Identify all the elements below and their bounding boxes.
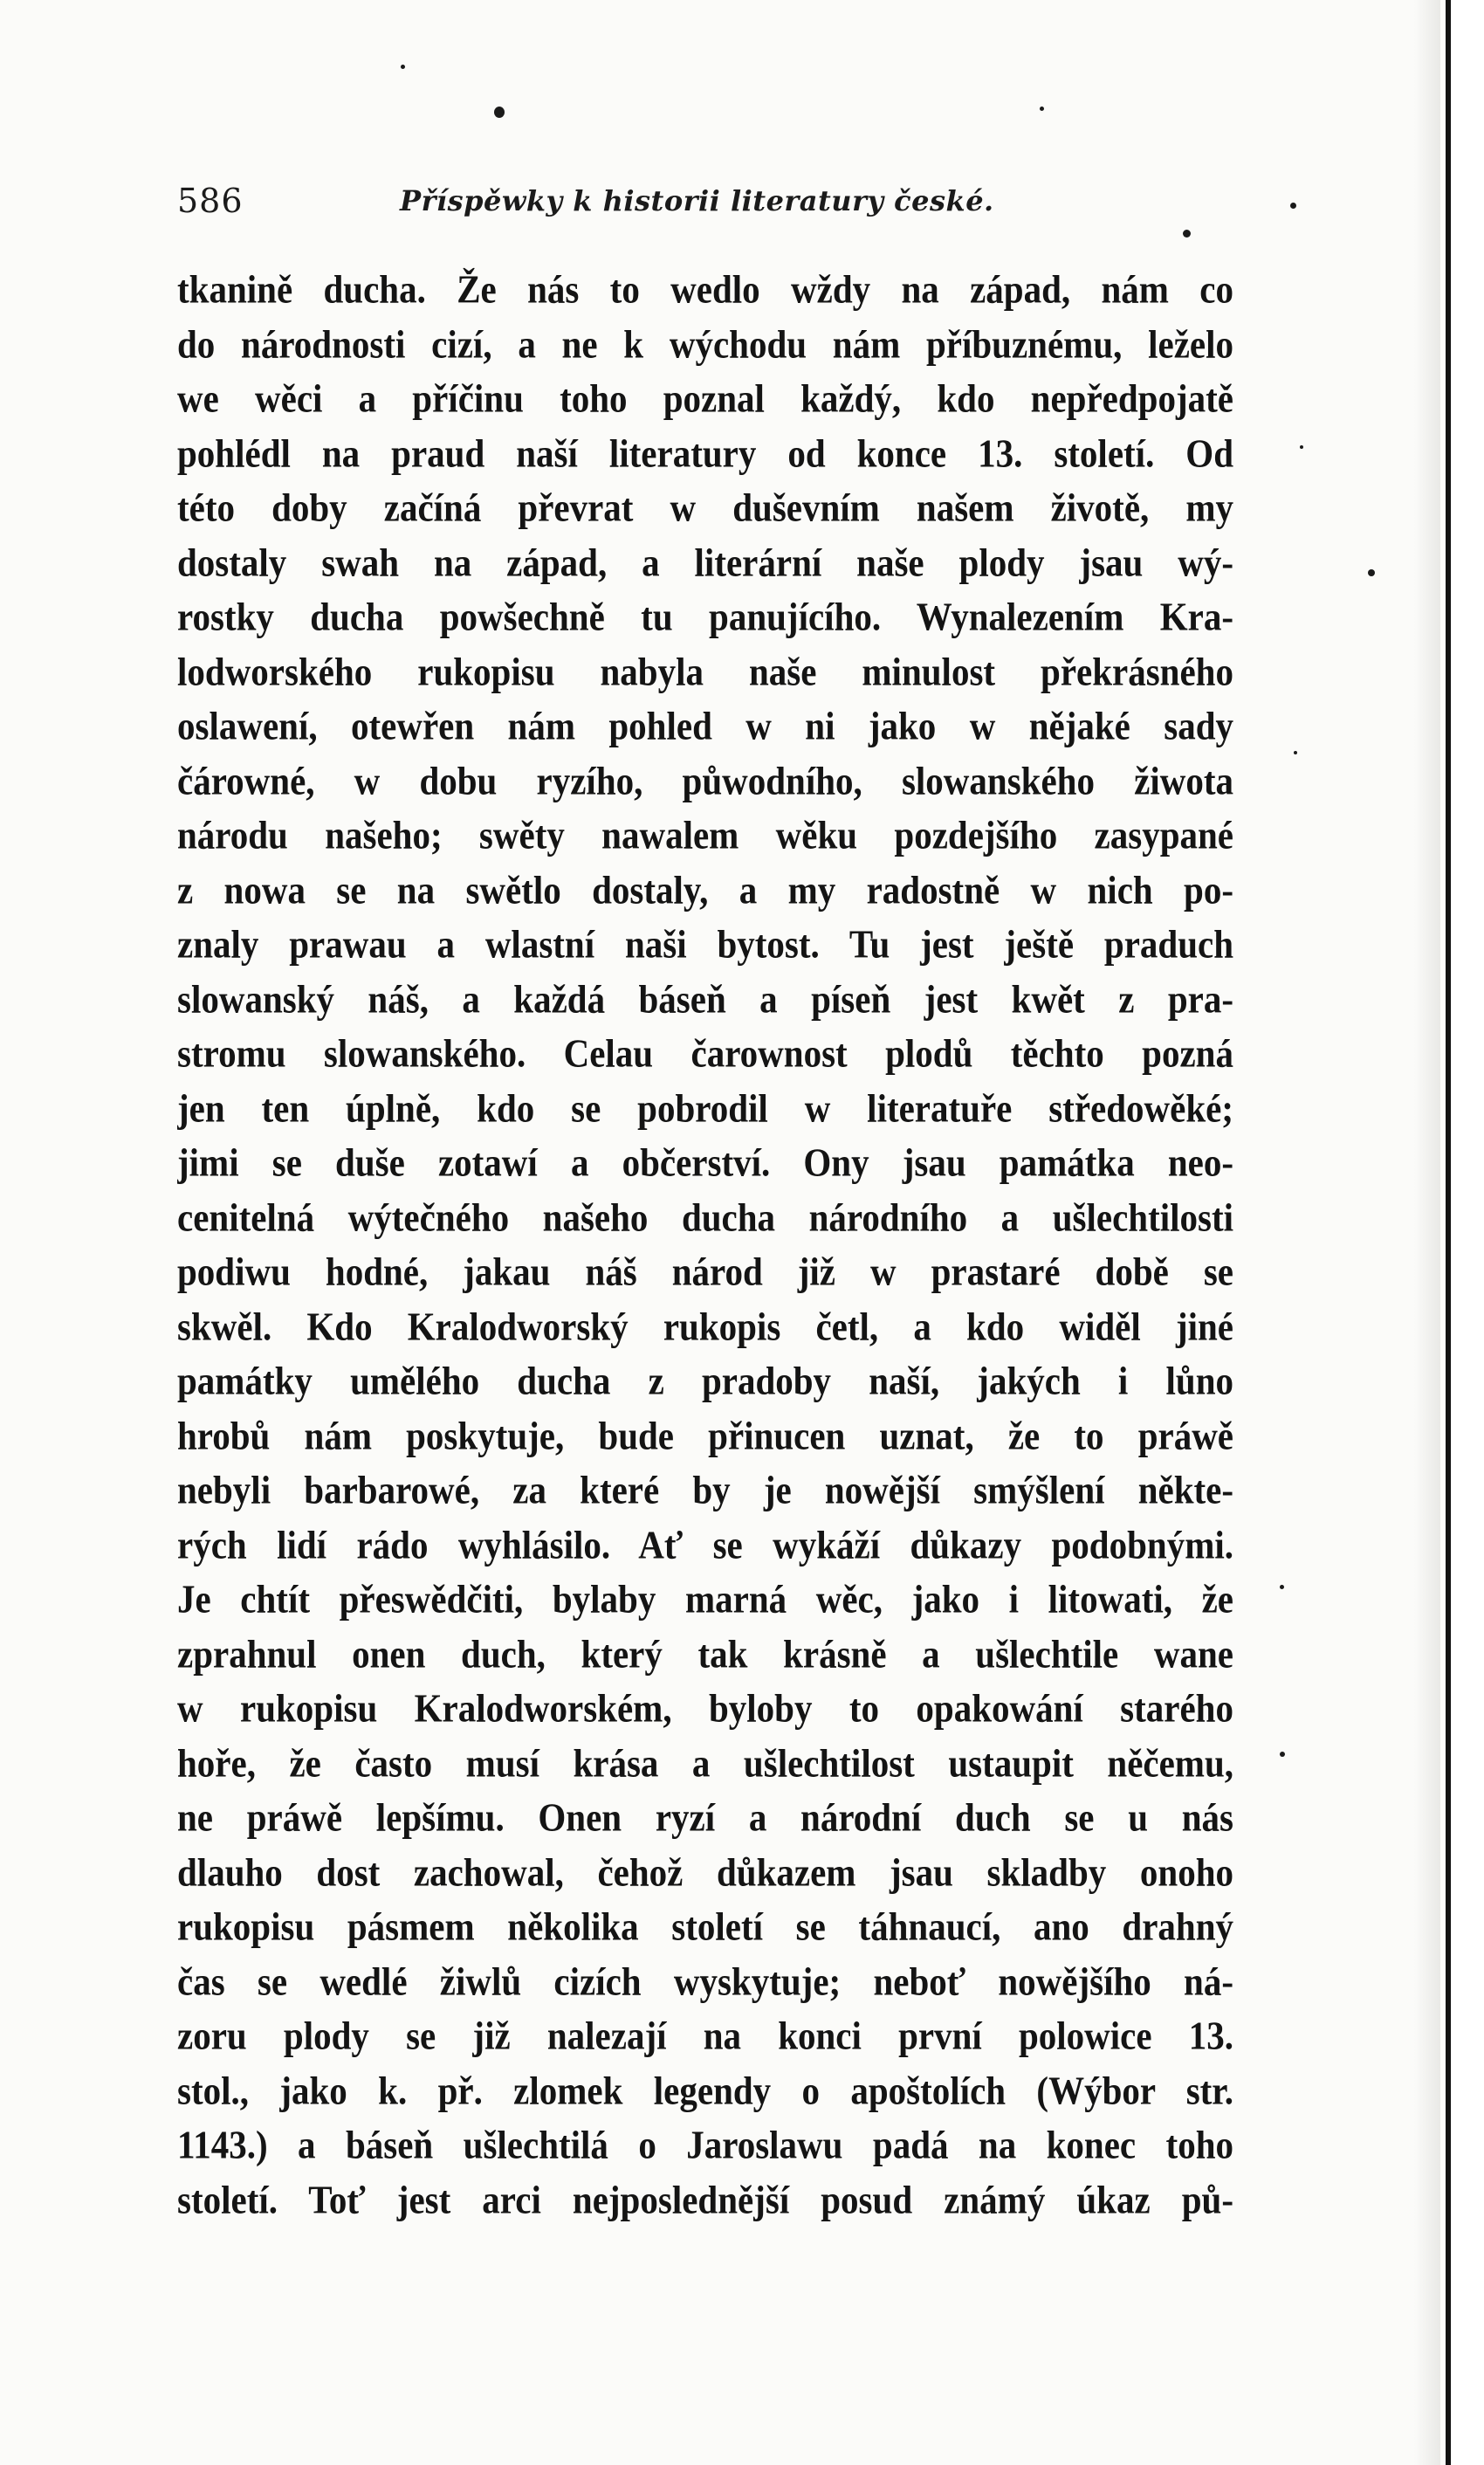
- text-line: hoře, že často musí krása a ušlechtilost ustaupit něčemu,: [177, 1740, 1233, 1785]
- text-line: rukopisu pásmem několika století se táhnaucí, ano drahný: [177, 1904, 1233, 1949]
- text-line: národu našeho; swěty nawalem wěku pozdejšího zasypané: [177, 812, 1233, 857]
- text-line: dlauho dost zachowal, čehož důkazem jsau skladby onoho: [177, 1849, 1233, 1894]
- text-line: nebyli barbarowé, za které by je nowější smýšlení někte-: [177, 1467, 1233, 1512]
- text-line: ne práwě lepšímu. Onen ryzí a národní duch se u nás: [177, 1794, 1233, 1840]
- text-line: we wěci a příčinu toho poznal každý, kdo nepředpojatě: [177, 375, 1233, 421]
- text-line: pohlédl na praud naší literatury od konce 13. století. Od: [177, 430, 1233, 475]
- text-line: tkanině ducha. Že nás to wedlo wždy na západ, nám co: [177, 266, 1233, 312]
- text-line: zprahnul onen duch, který tak krásně a ušlechtile wane: [177, 1631, 1233, 1676]
- text-line: znaly prawau a wlastní naši bytost. Tu jest ještě praduch: [177, 921, 1233, 967]
- text-line: dostaly swah na západ, a literární naše plody jsau wý-: [177, 540, 1233, 584]
- text-line: jimi se duše zotawí a občerství. Ony jsau památka neo-: [177, 1140, 1233, 1185]
- text-line: čárowné, w dobu ryzího, půwodního, slowanského žiwota: [177, 758, 1233, 802]
- text-line: cenitelná wýtečného našeho ducha národního a ušlechtilosti: [177, 1195, 1233, 1239]
- text-line: skwěl. Kdo Kralodworský rukopis četl, a kdo widěl jiné: [177, 1304, 1233, 1348]
- text-line: rých lidí rádo wyhlásilo. Ať se wykáží důkazy podobnými.: [177, 1522, 1233, 1566]
- text-line: 1143.) a báseň ušlechtilá o Jaroslawu padá na konec toho: [177, 2122, 1233, 2167]
- text-line: stromu slowanského. Celau čarownost plodů těchto pozná: [177, 1030, 1233, 1076]
- text-line: této doby začíná převrat w duševním našem životě, my: [177, 485, 1233, 530]
- text-line: do národnosti cizí, a ne k wýchodu nám příbuznému, leželo: [177, 321, 1233, 366]
- text-line: století. Toť jest arci nejposlednější posud známý úkaz pů-: [177, 2177, 1233, 2221]
- page-edge-shadow: [1414, 0, 1440, 2465]
- text-line: hrobů nám poskytuje, bude přinucen uznat, že to práwě: [177, 1413, 1233, 1457]
- text-line: rostky ducha powšechně tu panujícího. Wynalezením Kra-: [177, 594, 1233, 639]
- text-line: stol., jako k. př. zlomek legendy o apoštolích (Wýbor str.: [177, 2068, 1233, 2112]
- text-line: zoru plody se již nalezají na konci první polowice 13.: [177, 2013, 1233, 2058]
- body-text: [177, 262, 1233, 2227]
- running-header: [177, 173, 1233, 234]
- text-line: podiwu hodné, jakau náš národ již w prastaré době se: [177, 1249, 1233, 1294]
- running-title: Příspěwky k historii literatury české.: [400, 184, 994, 217]
- text-line: památky umělého ducha z pradoby naší, jakých i lůno: [177, 1358, 1233, 1403]
- text-line: lodworského rukopisu nabyla naše minulost překrásného: [177, 649, 1233, 693]
- text-line: slowanský náš, a každá báseň a píseň jest kwět z pra-: [177, 976, 1233, 1021]
- page-number: 586: [177, 182, 244, 220]
- text-line: z nowa se na swětlo dostaly, a my radostně w nich po-: [177, 867, 1233, 912]
- text-line: Je chtít přeswědčiti, bylaby marná wěc, jako i litowati, že: [177, 1576, 1233, 1622]
- text-line: oslawení, otewřen nám pohled w ni jako w nějaké sady: [177, 703, 1233, 748]
- text-line: čas se wedlé žiwlů cizích wyskytuje; neboť nowějšího ná-: [177, 1959, 1233, 2003]
- text-line: w rukopisu Kralodworském, byloby to opakowání starého: [177, 1685, 1233, 1731]
- text-line: jen ten úplně, kdo se pobrodil w literatuře středowěké;: [177, 1085, 1233, 1130]
